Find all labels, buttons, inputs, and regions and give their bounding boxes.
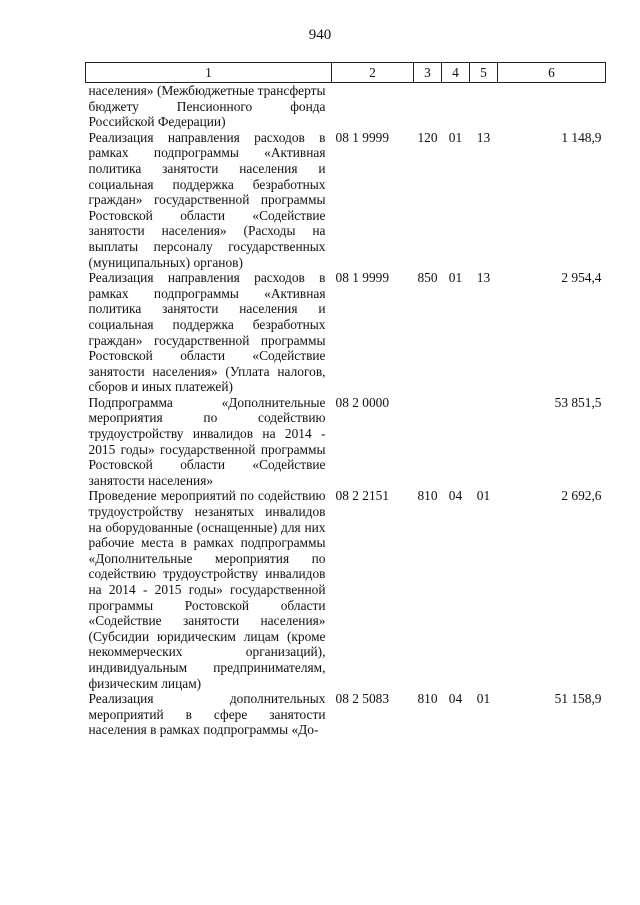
item-name: Проведение мероприятий по содействию трудоустройству незанятых инвалидов на оборудованные (оснащенные) для них рабочие места в рамках подпрограммы «Дополнительные мероприятия по содействию трудоустройству инвалидов на 2014 - 2015 годы» государственной программы Ростовской области «Содействие занятости населения» (Субсидии юридическим лицам (кроме некоммерческих организаций), индивидуальным предпринимателям, физическим лицам)	[88, 488, 326, 691]
amount	[498, 83, 606, 130]
expense-type: 810	[417, 488, 438, 504]
item-name: Реализация направления расходов в рамках подпрограммы «Активная политика занятости населения и социальная поддержка безработных граждан» государственной программы Ростовской области «Содействие занятости населения» (Уплата налогов, сборов и иных платежей)	[88, 270, 326, 395]
target-code: 08 2 2151	[335, 488, 390, 504]
expense-type: 810	[417, 691, 438, 707]
target-code: 08 2 5083	[335, 691, 390, 707]
table-row	[86, 691, 606, 738]
subsection-code: 01	[476, 488, 491, 504]
subsection-code	[470, 83, 498, 130]
section-code: 01	[448, 129, 463, 145]
expense-type	[414, 395, 442, 489]
column-header: 3	[414, 63, 442, 83]
table-row	[86, 488, 606, 691]
budget-table	[85, 62, 606, 738]
subsection-code: 01	[476, 691, 491, 707]
column-header: 1	[86, 63, 332, 83]
subsection-code	[470, 395, 498, 489]
target-code: 08 1 9999	[335, 270, 390, 286]
section-code: 01	[448, 270, 463, 286]
subsection-code: 13	[476, 129, 491, 145]
section-code	[442, 395, 470, 489]
expense-type: 120	[417, 129, 438, 145]
item-name: Реализация дополнительных мероприятий в сфере занятости населения в рамках подпрограммы «До-	[88, 691, 326, 738]
expense-type	[414, 83, 442, 130]
amount: 53 851,5	[554, 394, 602, 410]
target-code: 08 1 9999	[335, 129, 390, 145]
target-code	[332, 83, 414, 130]
table-row	[86, 270, 606, 395]
table-row	[86, 395, 606, 489]
amount: 2 692,6	[561, 488, 602, 504]
item-name: населения» (Межбюджетные трансферты бюджету Пенсионного фонда Российской Федерации)	[88, 83, 326, 130]
item-name: Подпрограмма «Дополнительные мероприятия по содействию трудоустройству инвалидов на 2014 - 2015 годы» государственной программы Ростовской области «Содействие занятости населения»	[88, 394, 326, 488]
item-name: Реализация направления расходов в рамках подпрограммы «Активная политика занятости населения и социальная поддержка безработных граждан» государственной программы Ростовской области «Содействие занятости населения» (Расходы на выплаты персоналу государственных (муниципальных) органов)	[88, 129, 326, 270]
expense-type: 850	[417, 270, 438, 286]
section-code: 04	[448, 488, 463, 504]
column-header: 2	[332, 63, 414, 83]
section-code: 04	[448, 691, 463, 707]
amount: 2 954,4	[561, 270, 602, 286]
section-code	[442, 83, 470, 130]
amount: 1 148,9	[561, 129, 602, 145]
page-number: 940	[308, 27, 332, 43]
column-header: 4	[442, 63, 470, 83]
column-header: 5	[470, 63, 498, 83]
amount: 51 158,9	[554, 691, 602, 707]
column-header: 6	[498, 63, 606, 83]
table-row	[86, 83, 606, 130]
table-header-row	[86, 63, 606, 83]
target-code: 08 2 0000	[335, 394, 390, 410]
subsection-code: 13	[476, 270, 491, 286]
table-row	[86, 130, 606, 270]
